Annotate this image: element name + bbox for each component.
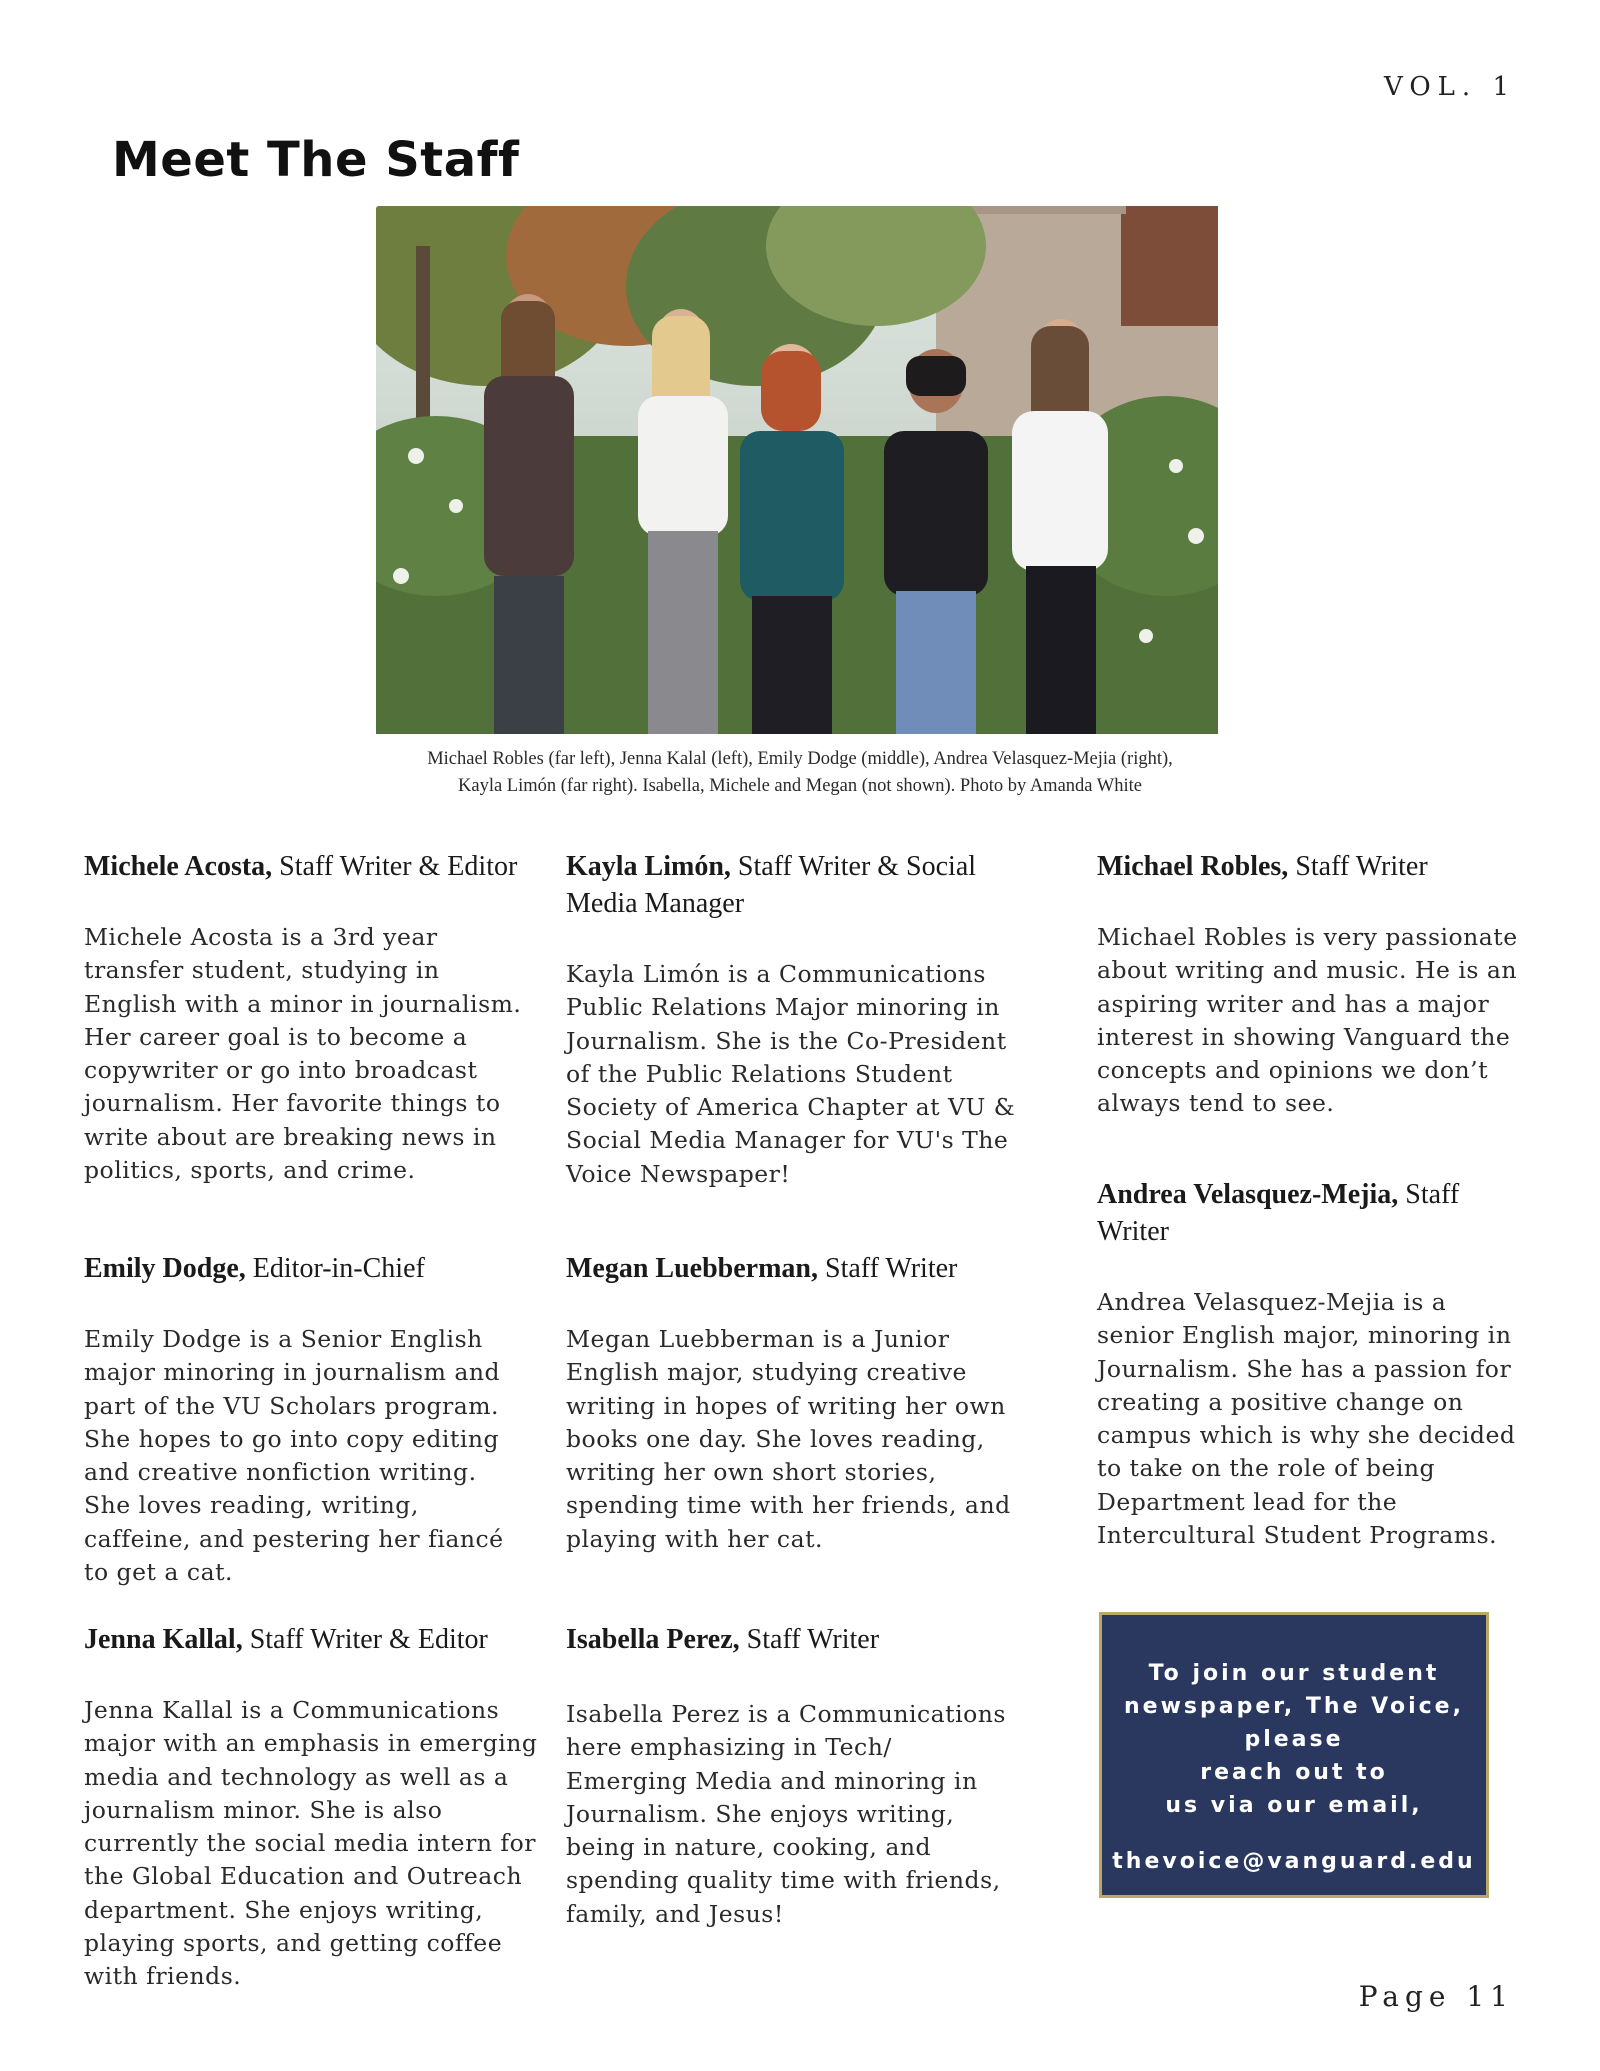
staff-bio-isabella-perez (566, 1621, 1016, 1931)
staff-heading (566, 1621, 1016, 1658)
staff-role: Staff Writer (1097, 1179, 1460, 1247)
staff-bio-text: Emily Dodge is a Senior English major minoring in journalism and part of the VU Scholars program. She hopes to go into copy editing and creative nonfiction writing. She loves reading, writing, caffeine, and pestering her fiancé to get a cat. (84, 1325, 504, 1587)
staff-name: Emily Dodge, (84, 1253, 246, 1284)
staff-name: Michael Robles, (1097, 851, 1289, 882)
staff-role: Editor-in-Chief (245, 1253, 425, 1284)
staff-role: Staff Writer & Social Media Manager (566, 851, 977, 919)
staff-bio-text: Andrea Velasquez-Mejia is a senior English major, minoring in Journalism. She has a passion for creating a positive change on campus which is why she decided to take on the role of being Department lead for the Intercultural Student Programs. (1097, 1288, 1516, 1550)
page-number: Page 11 (1358, 1980, 1514, 2013)
staff-bio-kayla-limon (566, 848, 1026, 1191)
staff-role: Staff Writer (739, 1624, 880, 1655)
caption-line: Michael Robles (far left), Jenna Kalal (left), Emily Dodge (middle), Andrea Velasquez-Mejia (right), (427, 749, 1173, 769)
staff-bio-text: Michele Acosta is a 3rd year transfer student, studying in English with a minor in journalism. Her career goal is to become a copywriter or go into broadcast journalism. Her favorite things to write about are breaking news in politics, sports, and crime. (84, 923, 522, 1185)
staff-bio-text: Michael Robles is very passionate about writing and music. He is an aspiring writer and has a major interest in showing Vanguard the concepts and opinions we don’t always tend to see. (1097, 923, 1518, 1118)
staff-bio-jenna-kallal (84, 1621, 544, 1994)
photo-caption (300, 746, 1300, 800)
staff-bio-text: Jenna Kallal is a Communications major with an emphasis in emerging media and technology as well as a journalism minor. She is also currently the social media intern for the Global Education and Outreach department. She enjoys writing, playing sports, and getting coffee with friends. (84, 1696, 538, 1991)
staff-name: Jenna Kallal, (84, 1624, 243, 1655)
join-line: To join our student (1148, 1661, 1440, 1686)
staff-name: Megan Luebberman, (566, 1253, 818, 1284)
staff-heading (1097, 848, 1527, 885)
volume-label: VOL. 1 (1384, 72, 1516, 102)
staff-name: Isabella Perez, (566, 1624, 740, 1655)
staff-heading (84, 848, 524, 885)
staff-bio-michele-acosta (84, 848, 524, 1187)
page-title: Meet The Staff (112, 132, 520, 188)
staff-bio-andrea-velasquez-mejia (1097, 1176, 1517, 1552)
staff-bio-text: Isabella Perez is a Communications here emphasizing in Tech/ Emerging Media and minoring in Journalism. She enjoys writing, being in nature, cooking, and spending quality time with friends, family, and Jesus! (566, 1700, 1006, 1928)
staff-heading (84, 1621, 544, 1658)
staff-role: Staff Writer (1288, 851, 1428, 882)
staff-heading (566, 848, 1026, 922)
staff-heading (566, 1250, 1036, 1287)
staff-role: Staff Writer & Editor (242, 1624, 488, 1655)
staff-bio-text: Megan Luebberman is a Junior English major, studying creative writing in hopes of writing her own books one day. She loves reading, writing her own short stories, spending time with her friends, and playing with her cat. (566, 1325, 1011, 1553)
staff-name: Michele Acosta, (84, 851, 273, 882)
staff-name: Andrea Velasquez-Mejia, (1097, 1179, 1399, 1210)
join-line: newspaper, The Voice, (1124, 1694, 1464, 1719)
contact-email[interactable]: thevoice@vanguard.edu (1112, 1849, 1476, 1874)
join-newspaper-box (1099, 1612, 1489, 1898)
staff-bio-megan-luebberman (566, 1250, 1036, 1556)
staff-group-photo (376, 206, 1218, 734)
staff-bio-emily-dodge (84, 1250, 524, 1589)
join-line: reach out to (1200, 1760, 1388, 1785)
staff-role: Staff Writer & Editor (272, 851, 518, 882)
staff-bio-michael-robles (1097, 848, 1527, 1121)
join-line: please (1244, 1727, 1344, 1752)
staff-heading (1097, 1176, 1517, 1250)
caption-line: Kayla Limón (far right). Isabella, Michele and Megan (not shown). Photo by Amanda White (458, 776, 1142, 796)
join-line: us via our email, (1165, 1793, 1423, 1818)
staff-role: Staff Writer (818, 1253, 958, 1284)
staff-heading (84, 1250, 524, 1287)
staff-name: Kayla Limón, (566, 851, 731, 882)
staff-bio-text: Kayla Limón is a Communications Public Relations Major minoring in Journalism. She is the Co-President of the Public Relations Student Society of America Chapter at VU & Social Media Manager for VU's The Voice Newspaper! (566, 960, 1016, 1188)
